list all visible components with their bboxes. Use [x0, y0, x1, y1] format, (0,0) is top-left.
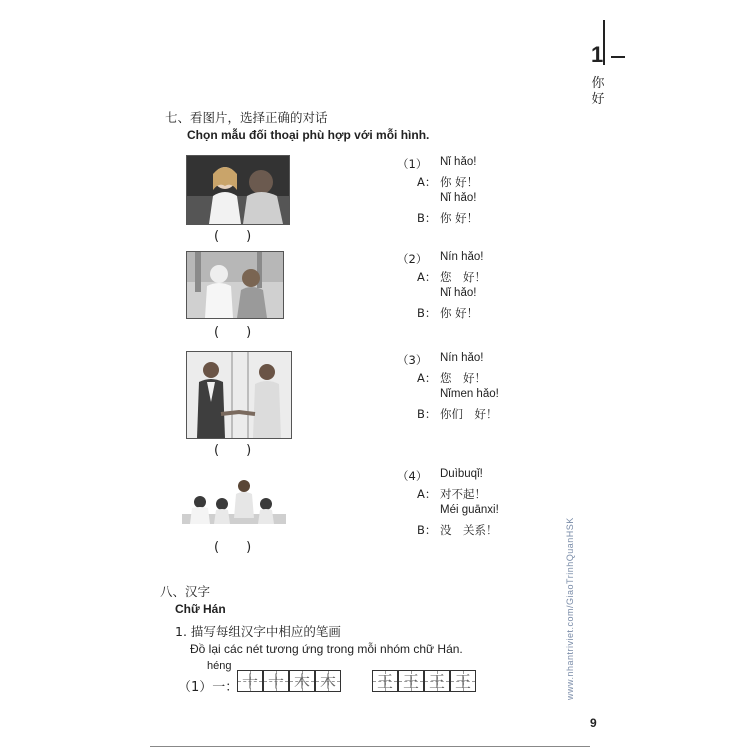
section8-title-zh: 八、汉字: [160, 584, 211, 599]
tracing-cell[interactable]: [315, 670, 341, 692]
tracing-char: 王: [376, 672, 393, 691]
section7-title-vi: Chọn mẫu đối thoại phù hợp với mỗi hình.: [187, 128, 430, 142]
dialogue-heading: Nín hǎo!: [440, 251, 484, 263]
tracing-char: 十: [241, 672, 258, 691]
section8-title-vi: Chữ Hán: [175, 602, 226, 616]
speaker: A：: [417, 175, 437, 189]
dialogue-line: Nǐ hǎo!: [440, 192, 477, 204]
tracing-char: 王: [454, 672, 471, 691]
tracing-cell[interactable]: [289, 670, 315, 692]
answer-blank-4[interactable]: ( ): [214, 540, 253, 555]
speaker: A：: [417, 371, 437, 385]
dialogue-line: Méi guānxi!: [440, 504, 499, 516]
section8-task-vi: Đồ lại các nét tương ứng trong mỗi nhóm chữ Hán.: [190, 642, 463, 656]
tracing-cell[interactable]: [450, 670, 476, 692]
speaker: B：: [417, 523, 437, 537]
tracing-cell[interactable]: [372, 670, 398, 692]
dialogue-number: （3）: [397, 353, 428, 367]
dialogue-heading: Nín hǎo!: [440, 352, 484, 364]
tracing-cell[interactable]: [398, 670, 424, 692]
tracing-char: 十: [267, 672, 284, 691]
answer-blank-2[interactable]: ( ): [214, 325, 253, 340]
photo-3-handshake: [186, 351, 292, 439]
dialogue-line: 您 好！: [440, 270, 486, 284]
photo-1-greeting: [186, 155, 290, 225]
stroke-item-label: （1）一：: [178, 680, 239, 695]
tracing-cell[interactable]: [424, 670, 450, 692]
section8-task-zh: 1. 描写每组汉字中相应的笔画: [175, 624, 341, 639]
photo-4-classroom: [182, 478, 286, 532]
speaker: B：: [417, 306, 437, 320]
speaker: A：: [417, 270, 437, 284]
dialogue-number: （1）: [397, 157, 428, 171]
dialogue-line: 您 好！: [440, 371, 486, 385]
lesson-number: 1: [591, 42, 604, 67]
dialogue-line: Nǐmen hǎo!: [440, 388, 499, 400]
tracing-char: 木: [319, 672, 336, 691]
tracing-char: 王: [428, 672, 445, 691]
speaker: B：: [417, 407, 437, 421]
dialogue-heading: Nǐ hǎo!: [440, 156, 477, 168]
tracing-cell[interactable]: [263, 670, 289, 692]
lesson-title: 你好: [591, 76, 605, 107]
dialogue-line: 你 好！: [440, 175, 479, 189]
watermark-url: www.nhantriviet.com/GiaoTrinhQuanHSK: [565, 517, 575, 700]
dialogue-number: （2）: [397, 252, 428, 266]
dialogue-heading: Duìbuqǐ!: [440, 468, 483, 480]
answer-blank-1[interactable]: ( ): [214, 229, 253, 244]
tracing-cell[interactable]: [237, 670, 263, 692]
tracing-char: 王: [402, 672, 419, 691]
dialogue-line: 你 好！: [440, 211, 479, 225]
dialogue-number: （4）: [397, 469, 428, 483]
answer-blank-3[interactable]: ( ): [214, 443, 253, 458]
tracing-char: 木: [293, 672, 310, 691]
stroke-pinyin: héng: [207, 660, 232, 672]
dialogue-line: 对不起！: [440, 487, 486, 501]
header-divider: [603, 20, 605, 65]
speaker: B：: [417, 211, 437, 225]
bottom-rule: [150, 746, 590, 747]
dialogue-line: Nǐ hǎo!: [440, 287, 477, 299]
page-number: 9: [590, 716, 597, 730]
dialogue-line: 你们 好！: [440, 407, 498, 421]
dialogue-line: 没 关系！: [440, 523, 498, 537]
dialogue-line: 你 好！: [440, 306, 479, 320]
header-dash: [611, 56, 625, 58]
speaker: A：: [417, 487, 437, 501]
photo-2-greeting: [186, 251, 284, 319]
section7-title-zh: 七、看图片，选择正确的对话: [165, 110, 328, 125]
